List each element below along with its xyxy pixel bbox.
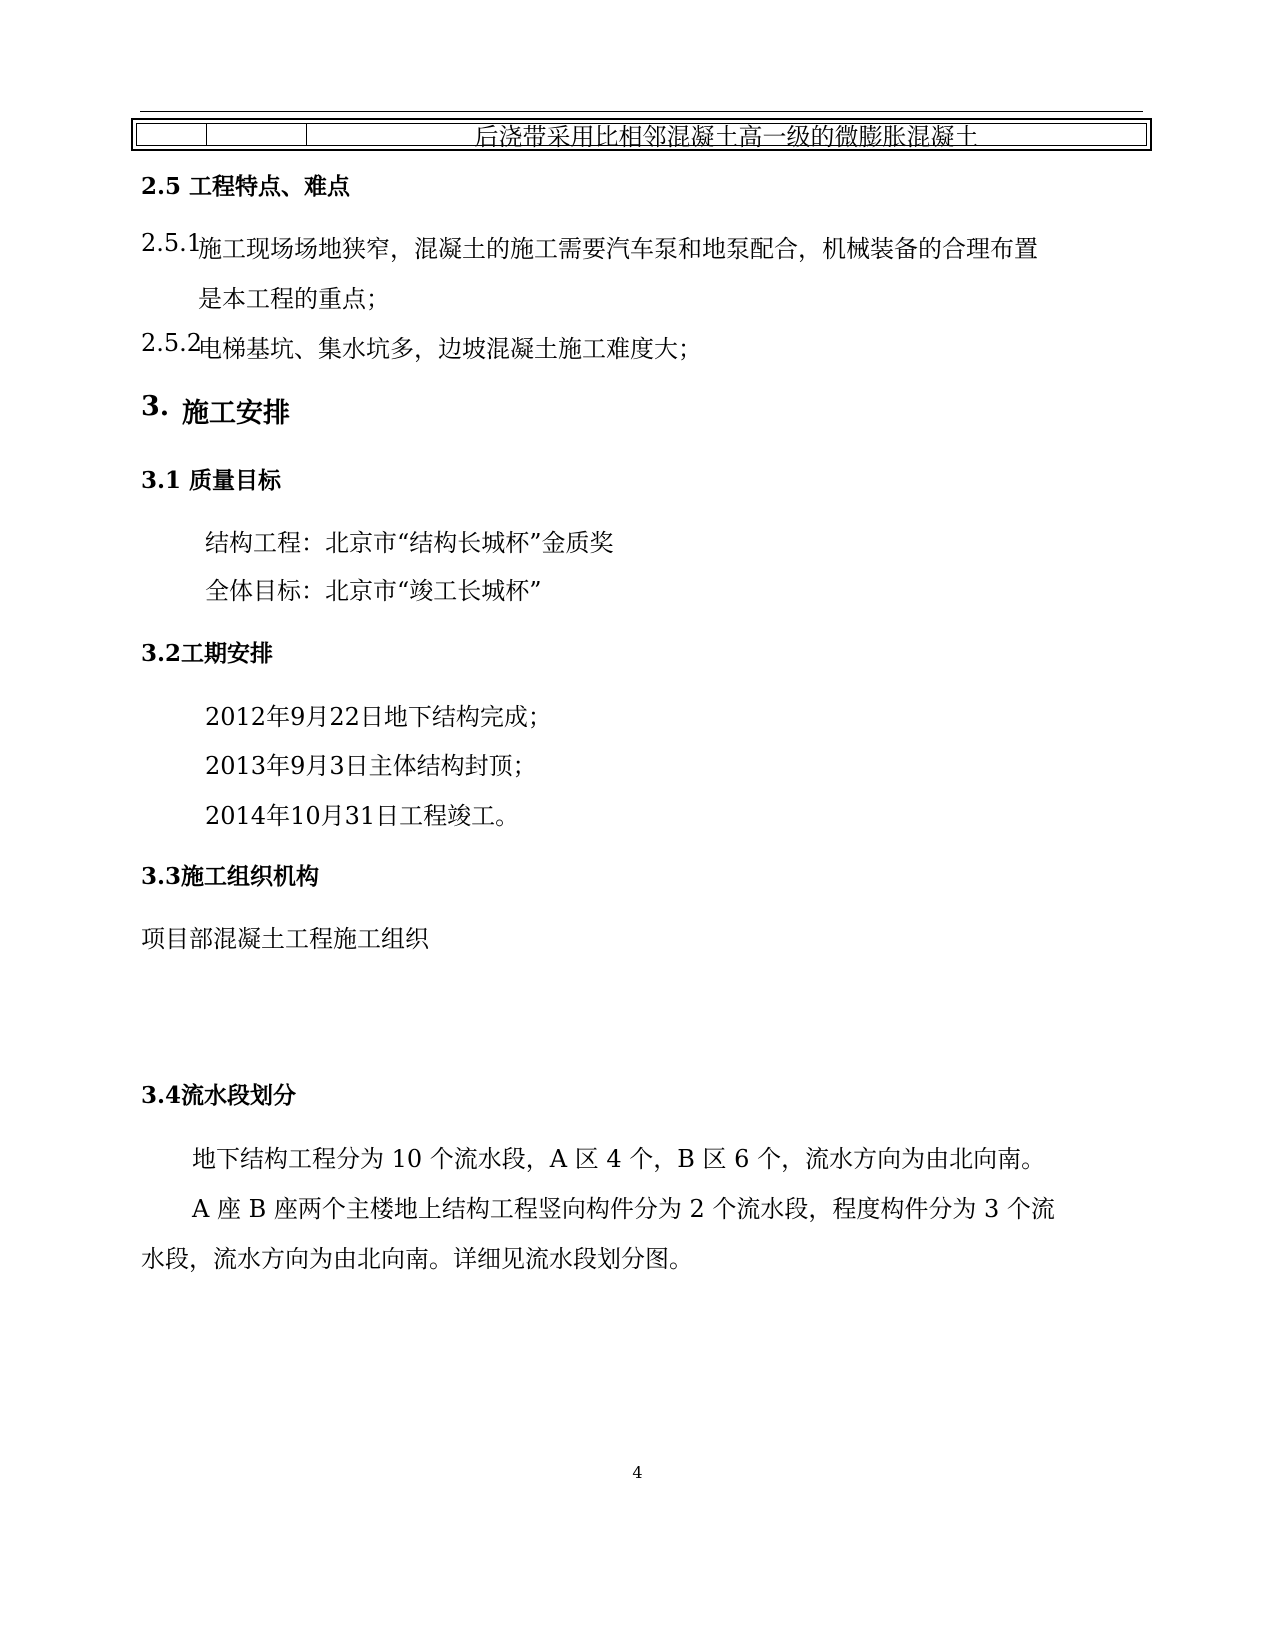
heading-3-3: 3.3施工组织机构 bbox=[141, 863, 320, 890]
item-2-5-2-text: 电梯基坑、集水坑多，边坡混凝土施工难度大； bbox=[198, 335, 702, 363]
flow-segment-para-1: 地下结构工程分为 10 个流水段，A 区 4 个，B 区 6 个，流水方向为由北向南。 bbox=[192, 1145, 1046, 1173]
page-number: 4 bbox=[632, 1463, 643, 1482]
table-cell-3: 后浇带采用比相邻混凝土高一级的微膨胀混凝土 bbox=[474, 123, 979, 151]
item-2-5-1-line2: 是本工程的重点； bbox=[198, 285, 390, 313]
table-row bbox=[136, 123, 1147, 151]
heading-3-text: 施工安排 bbox=[182, 398, 290, 429]
schedule-item-1: 2012年9月22日地下结构完成； bbox=[205, 703, 552, 731]
schedule-item-3: 2014年10月31日工程竣工。 bbox=[205, 802, 520, 830]
heading-3-1: 3.1 质量目标 bbox=[141, 467, 282, 494]
organization-text: 项目部混凝土工程施工组织 bbox=[141, 925, 429, 953]
item-2-5-2-number: 2.5.2 bbox=[141, 329, 203, 357]
spec-table bbox=[131, 118, 1152, 151]
heading-3-2: 3.2工期安排 bbox=[141, 640, 274, 667]
item-2-5-1-line1: 施工现场场地狭窄，混凝土的施工需要汽车泵和地泵配合，机械装备的合理布置 bbox=[198, 235, 1038, 263]
header-rule bbox=[140, 111, 1143, 112]
heading-3-number: 3. bbox=[141, 391, 170, 422]
flow-segment-para-2-line2: 水段，流水方向为由北向南。详细见流水段划分图。 bbox=[141, 1245, 693, 1273]
quality-goal-overall: 全体目标：北京市“竣工长城杯” bbox=[205, 577, 542, 605]
table-cell-2 bbox=[207, 124, 307, 145]
quality-goal-structure: 结构工程：北京市“结构长城杯”金质奖 bbox=[205, 529, 614, 557]
heading-3-4: 3.4流水段划分 bbox=[141, 1082, 297, 1109]
table-cell-1 bbox=[137, 124, 207, 145]
item-2-5-1-number: 2.5.1 bbox=[141, 229, 203, 257]
schedule-item-2: 2013年9月3日主体结构封顶； bbox=[205, 752, 537, 780]
flow-segment-para-2-line1: A 座 B 座两个主楼地上结构工程竖向构件分为 2 个流水段，程度构件分为 3 个流 bbox=[192, 1195, 1055, 1223]
heading-2-5: 2.5 工程特点、难点 bbox=[141, 173, 351, 200]
